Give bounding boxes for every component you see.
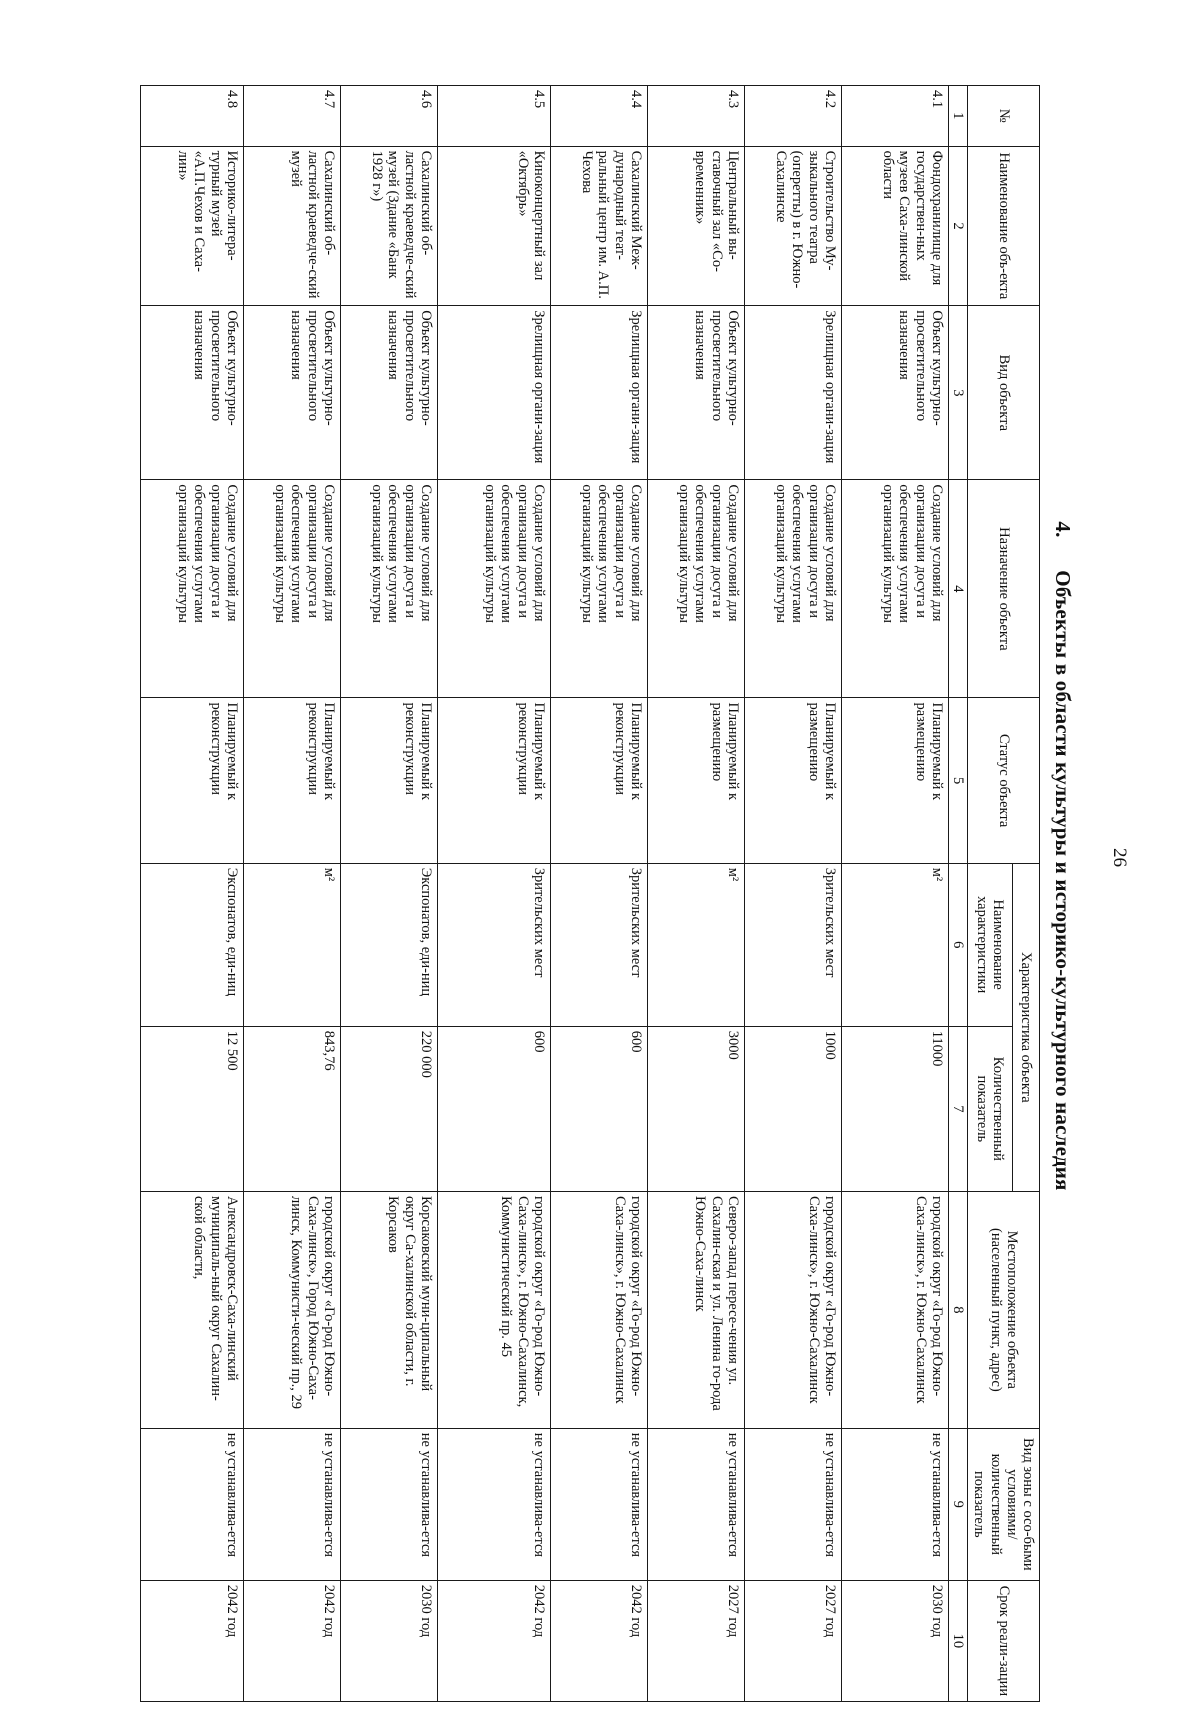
table-row [841, 86, 948, 1702]
cell-char-value: 3000 [647, 1026, 744, 1191]
cell-char-value: 12 500 [140, 1026, 243, 1191]
cell-type: Зрелищная органи-зация [550, 306, 647, 480]
column-number: 4 [948, 480, 967, 698]
column-number: 1 [948, 86, 967, 147]
cell-status: Планируемый к реконструкции [243, 698, 340, 863]
column-number: 10 [948, 1580, 967, 1701]
cell-no: 4.4 [550, 86, 647, 147]
cell-type: Объект культурно-просветительного назначения [340, 306, 437, 480]
cell-purpose: Создание условий для организации досуга и обеспечения услугами организаций культуры [243, 480, 340, 698]
cell-term: 2042 год [140, 1580, 243, 1701]
column-number-row [948, 86, 967, 1702]
header-row [1013, 86, 1040, 1702]
column-number: 3 [948, 306, 967, 480]
cell-term: 2030 год [340, 1580, 437, 1701]
cell-no: 4.5 [437, 86, 550, 147]
cell-purpose: Создание условий для организации досуга и обеспечения услугами организаций культуры [140, 480, 243, 698]
cell-zone: не устанавлива-ется [243, 1428, 340, 1580]
cell-zone: не устанавлива-ется [140, 1428, 243, 1580]
cell-purpose: Создание условий для организации досуга и обеспечения услугами организаций культуры [647, 480, 744, 698]
cell-char-name: Зрительских мест [744, 863, 841, 1026]
cell-name: Сахалинский об-ластной краеведче-ский музей (Здание «Банк 1928 г») [340, 146, 437, 306]
table-row [550, 86, 647, 1702]
cell-location: городской округ «Го-род Южно-Саха-линск», г. Южно-Сахалинск [744, 1191, 841, 1428]
cell-name: Центральный вы-ставочный зал «Со-временник» [647, 146, 744, 306]
cell-zone: не устанавлива-ется [647, 1428, 744, 1580]
cell-purpose: Создание условий для организации досуга и обеспечения услугами организаций культуры [744, 480, 841, 698]
cell-location: Северо-запад пересе-чения ул. Сахалин-ская и ул. Ленина го-рода Южно-Саха-линск [647, 1191, 744, 1428]
header-char-value: Количественный показатель [968, 1026, 1013, 1191]
header-no: № [968, 86, 1040, 147]
section-number: 4. [1051, 521, 1075, 538]
cell-char-name: м² [243, 863, 340, 1026]
cell-purpose: Создание условий для организации досуга и обеспечения услугами организаций культуры [550, 480, 647, 698]
table-row [243, 86, 340, 1702]
cell-status: Планируемый к реконструкции [340, 698, 437, 863]
table-row [140, 86, 243, 1702]
cell-zone: не устанавлива-ется [841, 1428, 948, 1580]
cell-type: Зрелищная органи-зация [744, 306, 841, 480]
cell-char-value: 220 000 [340, 1026, 437, 1191]
cell-status: Планируемый к реконструкции [550, 698, 647, 863]
cell-char-value: 11000 [841, 1026, 948, 1191]
cell-type: Объект культурно-просветительного назначения [243, 306, 340, 480]
cell-name: Строительство Му-зыкального театра (оперетты) в г. Южно-Сахалинске [744, 146, 841, 306]
cell-status: Планируемый к размещению [744, 698, 841, 863]
header-status: Статус объекта [968, 698, 1040, 863]
header-term: Срок реали-зации [968, 1580, 1040, 1701]
cell-purpose: Создание условий для организации досуга и обеспечения услугами организаций культуры [437, 480, 550, 698]
header-name: Наименование объ-екта [968, 146, 1040, 306]
cell-no: 4.7 [243, 86, 340, 147]
cell-zone: не устанавлива-ется [437, 1428, 550, 1580]
cell-char-name: м² [647, 863, 744, 1026]
cell-type: Объект культурно-просветительного назначения [140, 306, 243, 480]
cell-type: Зрелищная органи-зация [437, 306, 550, 480]
cell-term: 2042 год [437, 1580, 550, 1701]
cell-char-value: 843,76 [243, 1026, 340, 1191]
cell-term: 2042 год [243, 1580, 340, 1701]
cell-type: Объект культурно-просветительного назначения [647, 306, 744, 480]
cell-zone: не устанавлива-ется [550, 1428, 647, 1580]
cell-no: 4.1 [841, 86, 948, 147]
column-number: 2 [948, 146, 967, 306]
page-number: 26 [1109, 848, 1130, 867]
cell-zone: не устанавлива-ется [744, 1428, 841, 1580]
header-purpose: Назначение объекта [968, 480, 1040, 698]
header-type: Вид объекта [968, 306, 1040, 480]
cell-char-value: 600 [550, 1026, 647, 1191]
column-number: 7 [948, 1026, 967, 1191]
header-char-name: Наименование характеристики [968, 863, 1013, 1026]
cell-name: Фондохранилище для государствен-ных музеев Саха-линской области [841, 146, 948, 306]
cell-name: Сахалинский об-ластной краеведче-ский музей [243, 146, 340, 306]
cell-location: Корсаковский муни-ципальный округ Са-халинской области, г. Корсаков [340, 1191, 437, 1428]
cell-status: Планируемый к размещению [841, 698, 948, 863]
header-zone: Вид зоны с осо-быми условиями/ количественный показатель [968, 1428, 1040, 1580]
cell-no: 4.8 [140, 86, 243, 147]
table-row [340, 86, 437, 1702]
cell-status: Планируемый к реконструкции [437, 698, 550, 863]
cell-term: 2042 год [550, 1580, 647, 1701]
cell-purpose: Создание условий для организации досуга и обеспечения услугами организаций культуры [841, 480, 948, 698]
cell-purpose: Создание условий для организации досуга и обеспечения услугами организаций культуры [340, 480, 437, 698]
table-row [744, 86, 841, 1702]
cell-no: 4.2 [744, 86, 841, 147]
table-row [437, 86, 550, 1702]
cell-location: городской округ «Го-род Южно-Саха-линск», г. Южно-Сахалинск, Коммунистический пр. 45 [437, 1191, 550, 1428]
cell-location: городской округ «Го-род Южно-Саха-линск», Город Южно-Саха-линск, Коммунисти-ческий пр., 29 [243, 1191, 340, 1428]
cell-char-name: Экспонатов, еди-ниц [340, 863, 437, 1026]
cell-name: Киноконцертный зал «Октябрь» [437, 146, 550, 306]
cell-char-value: 1000 [744, 1026, 841, 1191]
header-characteristic: Характеристика объекта [1013, 863, 1040, 1191]
cell-char-name: м² [841, 863, 948, 1026]
cell-location: городской округ «Го-род Южно-Саха-линск», г. Южно-Сахалинск [841, 1191, 948, 1428]
cell-type: Объект культурно-просветительного назначения [841, 306, 948, 480]
cell-char-value: 600 [437, 1026, 550, 1191]
cell-zone: не устанавлива-ется [340, 1428, 437, 1580]
section-heading: Объекты в области культуры и историко-культурного наследия [1051, 570, 1075, 1191]
column-number: 5 [948, 698, 967, 863]
cell-no: 4.6 [340, 86, 437, 147]
cell-status: Планируемый к размещению [647, 698, 744, 863]
cell-char-name: Зрительских мест [437, 863, 550, 1026]
cell-term: 2027 год [744, 1580, 841, 1701]
cell-location: Александровск-Саха-линский муниципаль-ный округ Сахалин-ской области, [140, 1191, 243, 1428]
header-location: Местоположение объекта (населенный пункт, адрес) [968, 1191, 1040, 1428]
cell-char-name: Экспонатов, еди-ниц [140, 863, 243, 1026]
table-row [647, 86, 744, 1702]
cell-location: городской округ «Го-род Южно-Саха-линск», г. Южно-Сахалинск [550, 1191, 647, 1428]
cell-term: 2027 год [647, 1580, 744, 1701]
cell-status: Планируемый к реконструкции [140, 698, 243, 863]
cell-name: Сахалинский Меж-дународный теат-ральный центр им. А.П. Чехова [550, 146, 647, 306]
cell-term: 2030 год [841, 1580, 948, 1701]
objects-table [140, 85, 1040, 1702]
cell-name: Историко-литера-турный музей «А.П.Чехов и Саха-лин» [140, 146, 243, 306]
column-number: 6 [948, 863, 967, 1026]
column-number: 9 [948, 1428, 967, 1580]
cell-char-name: Зрительских мест [550, 863, 647, 1026]
section-title [1050, 96, 1075, 1616]
column-number: 8 [948, 1191, 967, 1428]
cell-no: 4.3 [647, 86, 744, 147]
